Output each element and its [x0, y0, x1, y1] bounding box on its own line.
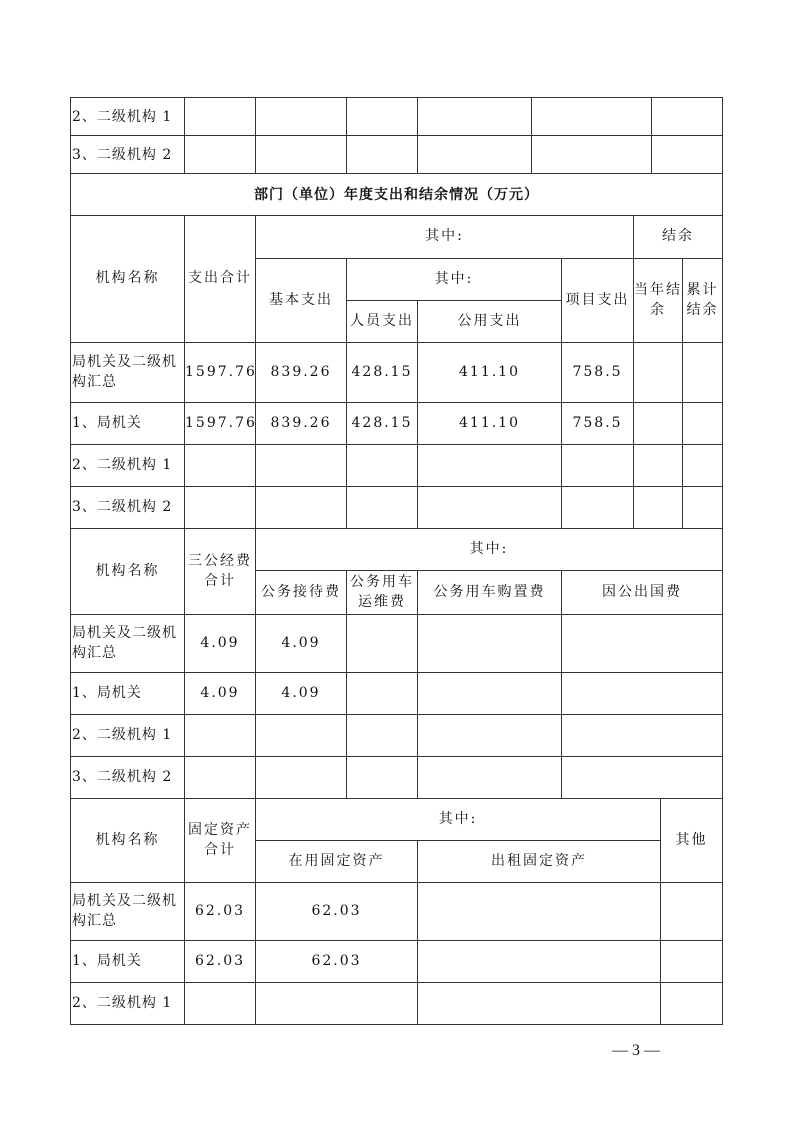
header-balance: 结余 [634, 215, 723, 258]
table-row [71, 342, 723, 402]
table-row [71, 486, 723, 528]
header-public: 公用支出 [418, 300, 562, 342]
page-number: — 3 — [612, 1042, 660, 1059]
section-title: 部门（单位）年度支出和结余情况（万元） [71, 174, 723, 216]
row-name: 3、二级机构 2 [71, 136, 185, 174]
row-name: 2、二级机构 1 [71, 982, 185, 1024]
header-abroad: 因公出国费 [562, 570, 723, 614]
table-row [71, 614, 723, 672]
header-current-balance: 当年结余 [634, 258, 683, 342]
table-expenditure [70, 215, 723, 529]
header-name: 机构名称 [71, 215, 185, 342]
row-name: 1、局机关 [71, 402, 185, 444]
table-row [71, 136, 723, 174]
cell-basic: 839.26 [256, 402, 347, 444]
table-row [71, 756, 723, 798]
cell-total: 62.03 [185, 940, 256, 982]
row-name: 2、二级机构 1 [71, 714, 185, 756]
row-name: 局机关及二级机构汇总 [71, 342, 185, 402]
cell-personnel: 428.15 [347, 402, 418, 444]
cell-project: 758.5 [562, 402, 634, 444]
row-name: 1、局机关 [71, 940, 185, 982]
row-name: 1、局机关 [71, 672, 185, 714]
table-row [71, 882, 723, 940]
table-fixed-assets [70, 798, 723, 1025]
table-row [71, 672, 723, 714]
header-other: 其他 [661, 798, 723, 882]
cell-in-use: 62.03 [256, 882, 418, 940]
header-of-which-2: 其中: [347, 258, 562, 300]
cell-public: 411.10 [418, 402, 562, 444]
table-row [71, 940, 723, 982]
header-cumulative-balance: 累计结余 [683, 258, 723, 342]
table-three-public-expenses [70, 528, 723, 799]
row-name: 3、二级机构 2 [71, 486, 185, 528]
header-in-use: 在用固定资产 [256, 840, 418, 882]
header-of-which: 其中: [256, 528, 723, 570]
header-total: 支出合计 [185, 215, 256, 342]
row-name: 局机关及二级机构汇总 [71, 614, 185, 672]
header-project: 项目支出 [562, 258, 634, 342]
cell-total: 1597.76 [185, 402, 256, 444]
cell-total: 62.03 [185, 882, 256, 940]
header-vehicle-maint: 公务用车运维费 [347, 570, 418, 614]
cell-total: 4.09 [185, 614, 256, 672]
cell-project: 758.5 [562, 342, 634, 402]
header-total: 固定资产合计 [185, 798, 256, 882]
table-row [71, 982, 723, 1024]
cell-reception: 4.09 [256, 614, 347, 672]
header-name: 机构名称 [71, 528, 185, 614]
header-of-which: 其中: [256, 798, 661, 840]
header-leased: 出租固定资产 [418, 840, 661, 882]
header-name: 机构名称 [71, 798, 185, 882]
cell-personnel: 428.15 [347, 342, 418, 402]
table-row [71, 98, 723, 136]
cell-total: 1597.76 [185, 342, 256, 402]
header-reception: 公务接待费 [256, 570, 347, 614]
header-personnel: 人员支出 [347, 300, 418, 342]
cell-public: 411.10 [418, 342, 562, 402]
cell-basic: 839.26 [256, 342, 347, 402]
table-row [71, 402, 723, 444]
header-vehicle-purchase: 公务用车购置费 [418, 570, 562, 614]
row-name: 2、二级机构 1 [71, 98, 185, 136]
row-name: 2、二级机构 1 [71, 444, 185, 486]
table-row [71, 444, 723, 486]
header-basic: 基本支出 [256, 258, 347, 342]
row-name: 局机关及二级机构汇总 [71, 882, 185, 940]
table-section-1 [70, 97, 723, 216]
header-total: 三公经费合计 [185, 528, 256, 614]
cell-reception: 4.09 [256, 672, 347, 714]
header-of-which: 其中: [256, 215, 634, 258]
cell-total: 4.09 [185, 672, 256, 714]
cell-in-use: 62.03 [256, 940, 418, 982]
table-row [71, 714, 723, 756]
row-name: 3、二级机构 2 [71, 756, 185, 798]
